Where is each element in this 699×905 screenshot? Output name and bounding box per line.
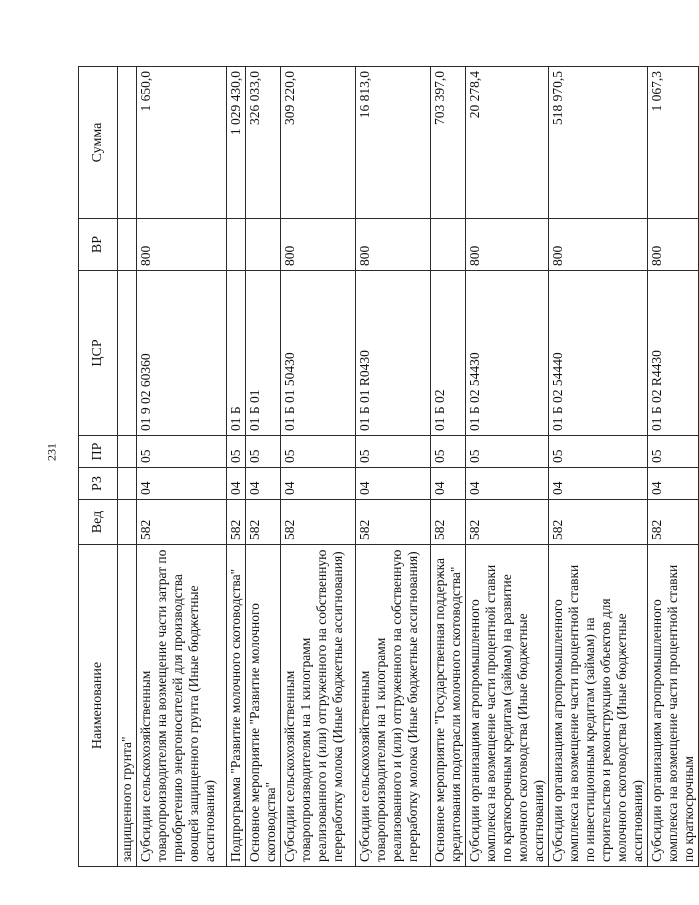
- table-row: [246, 67, 281, 867]
- table-row: [648, 67, 699, 867]
- cell-csr: 01 9 02 60360: [137, 271, 227, 436]
- cell-ved: 582: [246, 500, 281, 545]
- cell-pr: 05: [356, 436, 431, 468]
- cell-vr: 800: [356, 219, 431, 271]
- cell-name: Основное мероприятие "Развитие молочного скотоводства": [246, 545, 281, 867]
- cell-sum: 16 813,0: [356, 67, 431, 219]
- cell-rz: 04: [137, 468, 227, 500]
- cell-ved: 582: [431, 500, 466, 545]
- cell-rz: 04: [246, 468, 281, 500]
- cell-csr: 01 Б 01: [246, 271, 281, 436]
- table-row: [356, 67, 431, 867]
- cell-sum: 20 278,4: [466, 67, 549, 219]
- page-number: 231: [44, 443, 59, 461]
- cell-csr: 01 Б 01 R0430: [356, 271, 431, 436]
- budget-table: [78, 66, 699, 867]
- table-row: [227, 67, 246, 867]
- cell-sum: 1 067,3: [648, 67, 699, 219]
- cell-csr: 01 Б 02 54430: [466, 271, 549, 436]
- cell-sum: 326 033,0: [246, 67, 281, 219]
- cell-rz: 04: [431, 468, 466, 500]
- table-row: [431, 67, 466, 867]
- cell-csr: [118, 271, 137, 436]
- cell-ved: 582: [227, 500, 246, 545]
- header-vr: ВР: [79, 219, 118, 271]
- cell-pr: 05: [227, 436, 246, 468]
- cell-pr: 05: [137, 436, 227, 468]
- cell-ved: [118, 500, 137, 545]
- cell-rz: 04: [281, 468, 356, 500]
- cell-rz: 04: [549, 468, 648, 500]
- cell-pr: 05: [549, 436, 648, 468]
- cell-csr: 01 Б: [227, 271, 246, 436]
- header-name: Наименование: [79, 545, 118, 867]
- cell-csr: 01 Б 02: [431, 271, 466, 436]
- cell-sum: 1 650,0: [137, 67, 227, 219]
- cell-sum: 1 029 430,0: [227, 67, 246, 219]
- cell-ved: 582: [648, 500, 699, 545]
- cell-vr: 800: [549, 219, 648, 271]
- cell-name: Подпрограмма "Развитие молочного скотоводства": [227, 545, 246, 867]
- cell-rz: 04: [356, 468, 431, 500]
- cell-name: Субсидии организациям агропромышленного комплекса на возмещение части процентной ставки по краткосрочным кредитам (займам) на развитие молочного скотоводства (Иные бюджетные ассигнования): [466, 545, 549, 867]
- cell-rz: [118, 468, 137, 500]
- cell-pr: 05: [648, 436, 699, 468]
- cell-csr: 01 Б 02 54440: [549, 271, 648, 436]
- cell-rz: 04: [466, 468, 549, 500]
- cell-ved: 582: [356, 500, 431, 545]
- cell-rz: 04: [227, 468, 246, 500]
- header-pr: ПР: [79, 436, 118, 468]
- cell-pr: 05: [431, 436, 466, 468]
- header-rz: РЗ: [79, 468, 118, 500]
- cell-sum: 309 220,0: [281, 67, 356, 219]
- cell-vr: [227, 219, 246, 271]
- table-row: [549, 67, 648, 867]
- cell-name: Субсидии организациям агропромышленного комплекса на возмещение части процентной ставки по инвестиционным кредитам (займам) на строительство и реконструкцию объектов для молочного скотоводства (Иные бюджетные ассигнования): [549, 545, 648, 867]
- cell-name: Основное мероприятие "Государственная поддержка кредитования подотрасли молочного скотоводства": [431, 545, 466, 867]
- table-row: [118, 67, 137, 867]
- cell-vr: [431, 219, 466, 271]
- table-row: [281, 67, 356, 867]
- cell-vr: [118, 219, 137, 271]
- cell-sum: [118, 67, 137, 219]
- header-ved: Вед: [79, 500, 118, 545]
- cell-csr: 01 Б 01 50430: [281, 271, 356, 436]
- cell-vr: 800: [281, 219, 356, 271]
- cell-ved: 582: [466, 500, 549, 545]
- cell-pr: [118, 436, 137, 468]
- cell-vr: [246, 219, 281, 271]
- cell-pr: 05: [246, 436, 281, 468]
- cell-vr: 800: [466, 219, 549, 271]
- cell-csr: 01 Б 02 R4430: [648, 271, 699, 436]
- cell-name: Субсидии сельскохозяйственным товаропроизводителям на возмещение части затрат по приобретению энергоносителей для производства овощей защищенного грунта (Иные бюджетные ассигнования): [137, 545, 227, 867]
- cell-name: Субсидии сельскохозяйственным товаропроизводителям на 1 килограмм реализованного и (или) отгруженного на собственную переработку молока (Иные бюджетные ассигнования): [356, 545, 431, 867]
- cell-name: Субсидии сельскохозяйственным товаропроизводителям на 1 килограмм реализованного и (или) отгруженного на собственную переработку молока (Иные бюджетные ассигнования): [281, 545, 356, 867]
- cell-vr: 800: [137, 219, 227, 271]
- cell-sum: 703 397,0: [431, 67, 466, 219]
- header-csr: ЦСР: [79, 271, 118, 436]
- cell-name: защищенного грунта": [118, 545, 137, 867]
- cell-ved: 582: [137, 500, 227, 545]
- cell-name: Субсидии организациям агропромышленного комплекса на возмещение части процентной ставки по краткосрочным: [648, 545, 699, 867]
- cell-pr: 05: [466, 436, 549, 468]
- cell-sum: 518 970,5: [549, 67, 648, 219]
- cell-vr: 800: [648, 219, 699, 271]
- cell-ved: 582: [549, 500, 648, 545]
- table-row: [137, 67, 227, 867]
- cell-ved: 582: [281, 500, 356, 545]
- table-header-row: [79, 67, 118, 867]
- cell-pr: 05: [281, 436, 356, 468]
- header-sum: Сумма: [79, 67, 118, 219]
- rotated-table-container: [78, 67, 696, 867]
- cell-rz: 04: [648, 468, 699, 500]
- table-row: [466, 67, 549, 867]
